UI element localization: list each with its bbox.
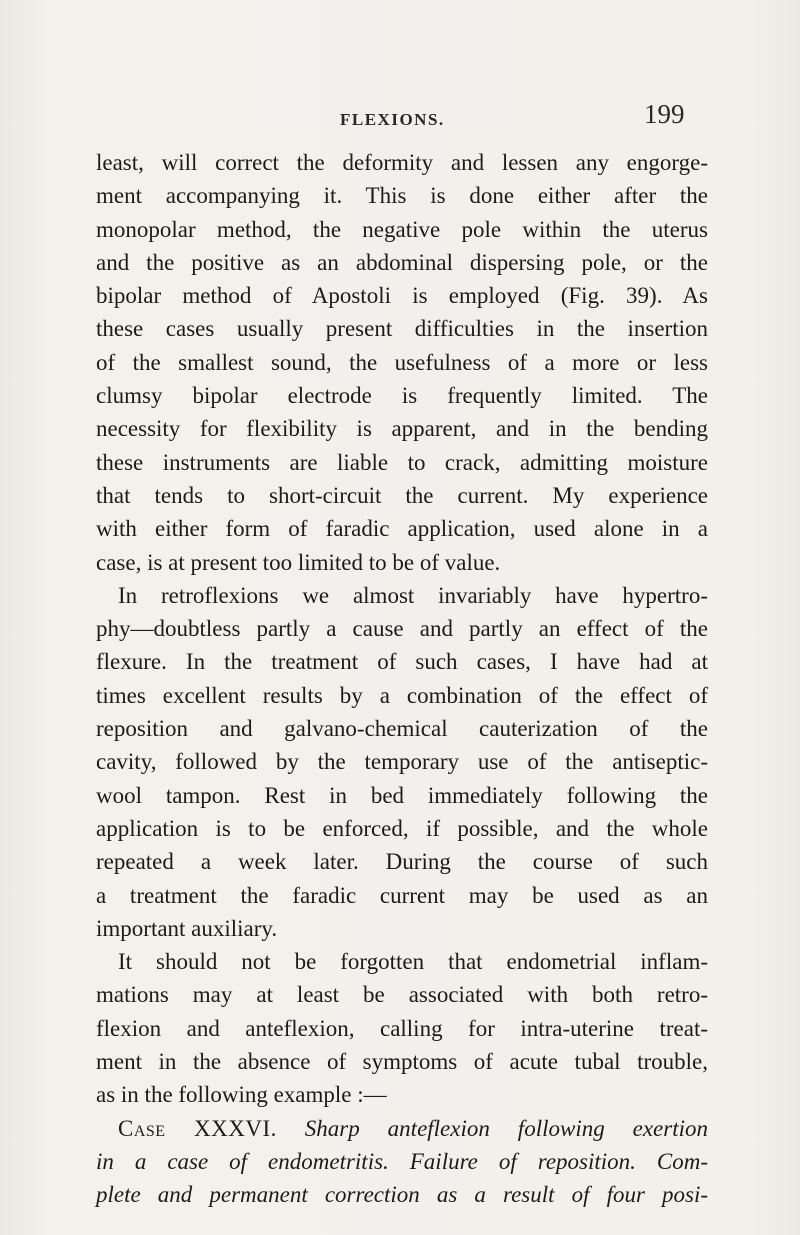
case-label: Case XXXVI. <box>118 1115 277 1141</box>
case-title-line: in a case of endometritis. Failure of reposition. Com- <box>96 1148 708 1174</box>
text-line: repeated a week later. During the course of such <box>96 849 708 875</box>
text-line: important auxiliary. <box>96 915 278 941</box>
text-line: these cases usually present difficulties in the insertion <box>96 316 708 342</box>
text-line: as in the following example :— <box>96 1082 387 1108</box>
body-text <box>96 146 708 1212</box>
text-line: times excellent results by a combination of the effect of <box>96 682 708 708</box>
text-line: reposition and galvano-chemical cauterization of the <box>96 716 708 742</box>
running-title: FLEXIONS. <box>340 110 445 129</box>
text-line: case, is at present too limited to be of value. <box>96 549 501 575</box>
page-header <box>0 84 800 129</box>
text-line: and the positive as an abdominal dispersing pole, or the <box>96 249 708 275</box>
text-line: these instruments are liable to crack, admitting moisture <box>96 449 708 475</box>
text-line: of the smallest sound, the usefulness of a more or less <box>96 349 708 375</box>
case-title: Sharp anteflexion following exertion <box>304 1115 708 1141</box>
text-line: with either form of faradic application, used alone in a <box>96 516 708 542</box>
text-line: monopolar method, the negative pole within the uterus <box>96 216 708 242</box>
text-line: ment accompanying it. This is done either after the <box>96 183 708 209</box>
text-line: flexion and anteflexion, calling for intra-uterine treat- <box>96 1015 708 1041</box>
case-title-line: plete and permanent correction as a result of four posi- <box>96 1182 708 1208</box>
text-line: cavity, followed by the temporary use of the antiseptic- <box>96 749 708 775</box>
text-line: phy—doubtless partly a cause and partly an effect of the <box>96 616 708 642</box>
text-line: that tends to short-circuit the current. My experience <box>96 482 708 508</box>
text-line: In retroflexions we almost invariably have hypertro- <box>118 582 708 608</box>
case-heading-line <box>96 1112 708 1145</box>
text-line: necessity for flexibility is apparent, and in the bending <box>96 416 708 442</box>
text-line: a treatment the faradic current may be used as an <box>96 882 708 908</box>
text-line: application is to be enforced, if possible, and the whole <box>96 815 708 841</box>
text-line: mations may at least be associated with both retro- <box>96 982 708 1008</box>
text-line: ment in the absence of symptoms of acute tubal trouble, <box>96 1049 708 1075</box>
text-line: wool tampon. Rest in bed immediately following the <box>96 782 708 808</box>
text-line: clumsy bipolar electrode is frequently limited. The <box>96 383 708 409</box>
page-number: 199 <box>644 99 685 129</box>
text-line: It should not be forgotten that endometrial inflam- <box>118 949 708 975</box>
text-line: flexure. In the treatment of such cases, I have had at <box>96 649 708 675</box>
text-line: least, will correct the deformity and lessen any engorge- <box>96 150 708 175</box>
text-line: bipolar method of Apostoli is employed (Fig. 39). As <box>96 283 708 309</box>
